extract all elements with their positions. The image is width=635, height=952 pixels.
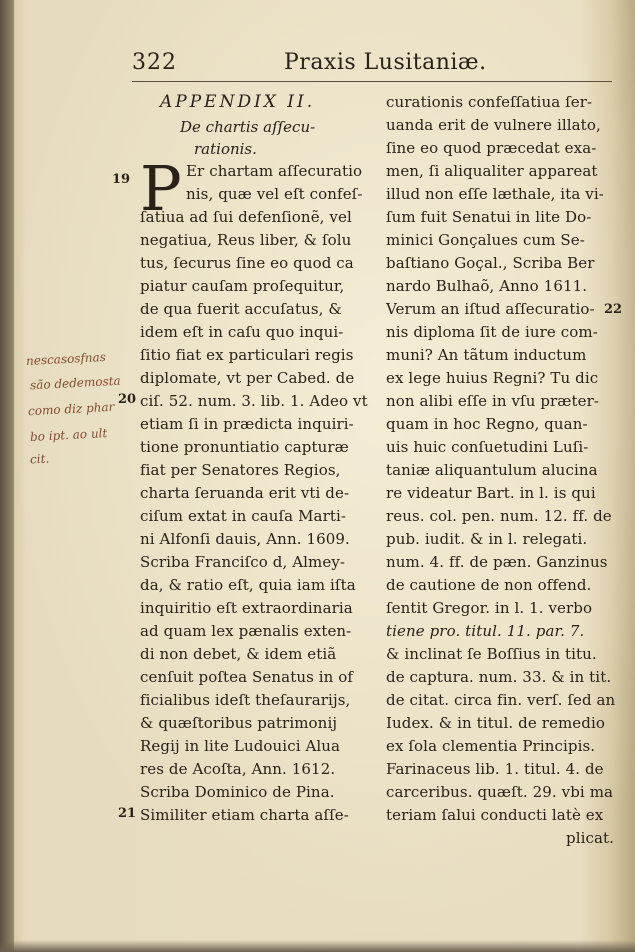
- text-line: cenſuit poſtea Senatus in of: [140, 668, 354, 686]
- handwritten-note: cit.: [29, 451, 50, 467]
- text-line: negatiua, Reus liber, & ſolu: [140, 231, 352, 249]
- text-line: res de Acoſta, Ann. 1612.: [140, 760, 336, 778]
- text-line: plicat.: [566, 829, 615, 847]
- text-line: ſine eo quod præcedat exa-: [386, 139, 597, 157]
- text-line: ficialibus ideſt theſaurarijs,: [140, 691, 351, 709]
- text-line: num. 4. ff. de pæn. Ganzinus: [386, 553, 608, 571]
- text-line: non alibi eſſe in vſu præter-: [386, 392, 600, 410]
- text-line: taniæ aliquantulum alucina: [386, 461, 598, 479]
- text-line: da, & ratio eſt, quia iam iſta: [140, 576, 356, 594]
- page-number: 322: [132, 50, 177, 75]
- text-line: ni Alfonſi dauis, Ann. 1609.: [140, 530, 350, 548]
- text-line: & quæſtoribus patrimonij: [140, 714, 338, 732]
- text-line: Er chartam aſſecuratio: [186, 162, 363, 180]
- text-line: tione pronuntiatio capturæ: [140, 438, 349, 456]
- text-line: ciſ. 52. num. 3. lib. 1. Adeo vt: [140, 392, 368, 410]
- running-title: Praxis Lusitaniæ.: [284, 50, 487, 75]
- text-line: de captura. num. 33. & in tit.: [386, 668, 612, 686]
- text-line: teriam ſalui conducti latè ex: [386, 806, 604, 824]
- text-line: inquiritio eſt extraordinaria: [140, 599, 353, 617]
- text-line: men, ſi aliqualiter appareat: [386, 162, 598, 180]
- text-line: ex lege huius Regni? Tu dic: [386, 369, 599, 387]
- text-line: charta ſeruanda erit vti de-: [140, 484, 350, 502]
- text-line: di non debet, & idem etiã: [140, 645, 337, 663]
- text-line: ex ſola clementia Principis.: [386, 737, 596, 755]
- text-line: ad quam lex pænalis exten-: [140, 622, 352, 640]
- text-line: Regij in lite Ludouici Alua: [140, 737, 341, 755]
- book-gutter: [0, 0, 14, 952]
- text-line: carceribus. quæſt. 29. vbi ma: [386, 783, 614, 801]
- handwritten-note: são dedemosta: [29, 373, 121, 393]
- text-line: fiat per Senatores Regios,: [140, 461, 341, 479]
- handwritten-note: nescasosfnas: [25, 349, 107, 369]
- margin-number-21: 21: [118, 806, 137, 821]
- appendix-heading: APPENDIX II.: [160, 92, 316, 112]
- text-line: re videatur Bart. in l. is qui: [386, 484, 596, 502]
- page-bottom-edge: [0, 940, 635, 952]
- text-line: piatur cauſam proſequitur,: [140, 277, 345, 295]
- text-line: illud non eſſe læthale, ita vi-: [386, 185, 604, 203]
- text-line: Scriba Dominico de Pina.: [140, 783, 335, 801]
- drop-cap: P: [140, 152, 182, 225]
- running-header: [0, 48, 635, 82]
- text-line: nardo Bulhaõ, Anno 1611.: [386, 277, 588, 295]
- text-line: idem eſt in caſu quo inqui-: [140, 323, 344, 341]
- margin-number-20: 20: [118, 392, 137, 407]
- text-line: muni? An tãtum inductum: [386, 346, 587, 364]
- text-line: reus. col. pen. num. 12. ff. de: [386, 507, 612, 525]
- text-line: uanda erit de vulnere illato,: [386, 116, 601, 134]
- text-line: ſatiua ad ſui defenſionẽ, vel: [140, 208, 352, 226]
- section-title-line: rationis.: [194, 140, 257, 158]
- section-title: [180, 116, 340, 160]
- handwritten-note: como diz phar: [27, 399, 115, 419]
- text-line: Verum an iſtud aſſecuratio-: [386, 300, 595, 318]
- text-line: tus, ſecurus ſine eo quod ca: [140, 254, 354, 272]
- text-line: pub. iudit. & in l. relegati.: [386, 530, 588, 548]
- text-line: ſitio fiat ex particulari regis: [140, 346, 354, 364]
- text-line: baſtiano Goçal., Scriba Ber: [386, 254, 595, 272]
- text-line: minici Gonçalues cum Se-: [386, 231, 585, 249]
- text-line: de cautione de non offend.: [386, 576, 592, 594]
- text-line: curationis confeſſatiua ſer-: [386, 93, 593, 111]
- text-line: Iudex. & in titul. de remedio: [386, 714, 605, 732]
- section-title-line: De chartis aſſecu-: [180, 118, 316, 136]
- text-line: quam in hoc Regno, quan-: [386, 415, 588, 433]
- text-line: uis huic conſuetudini Luſi-: [386, 438, 589, 456]
- text-line: Scriba Franciſco d, Almey-: [140, 553, 346, 571]
- margin-number-22: 22: [604, 302, 623, 317]
- text-line: Farinaceus lib. 1. titul. 4. de: [386, 760, 604, 778]
- text-line: ciſum extat in cauſa Marti-: [140, 507, 347, 525]
- text-line: de citat. circa fin. verſ. ſed an: [386, 691, 616, 709]
- text-line: & inclinat ſe Boſſius in titu.: [386, 645, 597, 663]
- text-line: etiam ſi in prædicta inquiri-: [140, 415, 354, 433]
- text-line: de qua fuerit accuſatus, &: [140, 300, 342, 318]
- text-line: ſum fuit Senatui in lite Do-: [386, 208, 592, 226]
- text-line: Similiter etiam charta aſſe-: [140, 806, 349, 824]
- text-line: diplomate, vt per Cabed. de: [140, 369, 355, 387]
- text-line: nis diploma ſit de iure com-: [386, 323, 598, 341]
- text-line: tiene pro. titul. 11. par. 7.: [386, 622, 585, 640]
- text-line: ſentit Gregor. in l. 1. verbo: [386, 599, 593, 617]
- margin-number-19: 19: [112, 172, 131, 187]
- header-rule: [132, 81, 612, 82]
- text-line: nis, quæ vel eſt confeſ-: [186, 185, 363, 203]
- handwritten-note: bo ipt. ao ult: [29, 425, 108, 445]
